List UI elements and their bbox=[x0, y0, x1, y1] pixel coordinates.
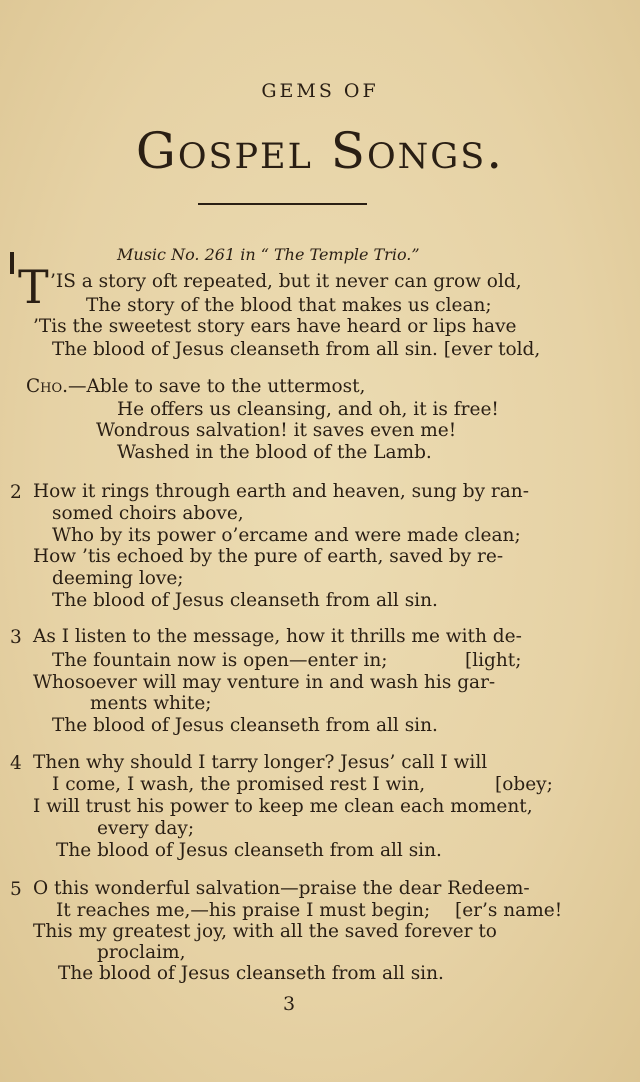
verse1-line-3: ’Tis the sweetest story ears have heard or lips have bbox=[33, 316, 517, 337]
verse-number: 2 bbox=[10, 482, 22, 503]
verse3-line-5: The blood of Jesus cleanseth from all sin. bbox=[52, 715, 438, 736]
verse5-line-3: This my greatest joy, with all the saved forever to bbox=[33, 921, 497, 942]
verse2-line-2: somed choirs above, bbox=[52, 503, 244, 524]
verse5-line-2-tail: [er’s name! bbox=[455, 900, 563, 921]
verse2-line-3: Who by its power o’ercame and were made clean; bbox=[52, 525, 521, 546]
verse1-line-2: The story of the blood that makes us clean; bbox=[86, 295, 492, 316]
verse2-line-5: deeming love; bbox=[52, 568, 184, 589]
verse2-line-6: The blood of Jesus cleanseth from all sin. bbox=[52, 590, 438, 611]
chorus-label: Cho. bbox=[26, 376, 69, 397]
verse-number: 3 bbox=[10, 627, 22, 648]
verse3-line-2: The fountain now is open—enter in; bbox=[52, 650, 388, 671]
verse3-line-3: Whosoever will may venture in and wash his gar- bbox=[33, 672, 496, 693]
verse4-line-4: every day; bbox=[97, 818, 195, 839]
verse5-line-5: The blood of Jesus cleanseth from all sin. bbox=[58, 963, 444, 984]
page-title: Gospel Songs. bbox=[135, 122, 505, 180]
verse1-line-1: ’IS a story oft repeated, but it never can grow old, bbox=[50, 271, 522, 292]
header-subtitle: GEMS OF bbox=[261, 80, 379, 102]
verse3-line-4: ments white; bbox=[90, 693, 212, 714]
verse5-line-2: It reaches me,—his praise I must begin; bbox=[56, 900, 431, 921]
page-number: 3 bbox=[282, 993, 296, 1015]
title-divider bbox=[198, 203, 367, 205]
verse4-line-2: I come, I wash, the promised rest I win, bbox=[52, 774, 426, 795]
verse1-line-4: The blood of Jesus cleanseth from all sin. [ever told, bbox=[52, 339, 541, 360]
verse3-line-2-tail: [light; bbox=[465, 650, 522, 671]
margin-mark bbox=[10, 252, 14, 274]
verse-number: 5 bbox=[10, 879, 22, 900]
verse5-line-4: proclaim, bbox=[97, 942, 186, 963]
verse3-line-1: As I listen to the message, how it thrills me with de- bbox=[33, 626, 522, 647]
chorus-line-1: Cho.—Able to save to the uttermost, bbox=[26, 376, 366, 397]
verse4-line-5: The blood of Jesus cleanseth from all sin. bbox=[56, 840, 442, 861]
verse4-line-3: I will trust his power to keep me clean each moment, bbox=[33, 796, 533, 817]
verse2-line-1: How it rings through earth and heaven, sung by ran- bbox=[33, 481, 529, 502]
chorus-line-3: Wondrous salvation! it saves even me! bbox=[96, 420, 457, 441]
verse4-line-1: Then why should I tarry longer? Jesus’ call I will bbox=[33, 752, 488, 773]
verse5-line-1: O this wonderful salvation—praise the dear Redeem- bbox=[33, 878, 530, 899]
drop-cap: T bbox=[18, 260, 49, 314]
music-reference: Music No. 261 in “ The Temple Trio.” bbox=[117, 245, 420, 264]
chorus-line-2: He offers us cleansing, and oh, it is free! bbox=[117, 399, 499, 420]
verse2-line-4: How ’tis echoed by the pure of earth, saved by re- bbox=[33, 546, 504, 567]
verse4-line-2-tail: [obey; bbox=[495, 774, 553, 795]
chorus-line-4: Washed in the blood of the Lamb. bbox=[117, 442, 432, 463]
verse-number: 4 bbox=[10, 753, 22, 774]
